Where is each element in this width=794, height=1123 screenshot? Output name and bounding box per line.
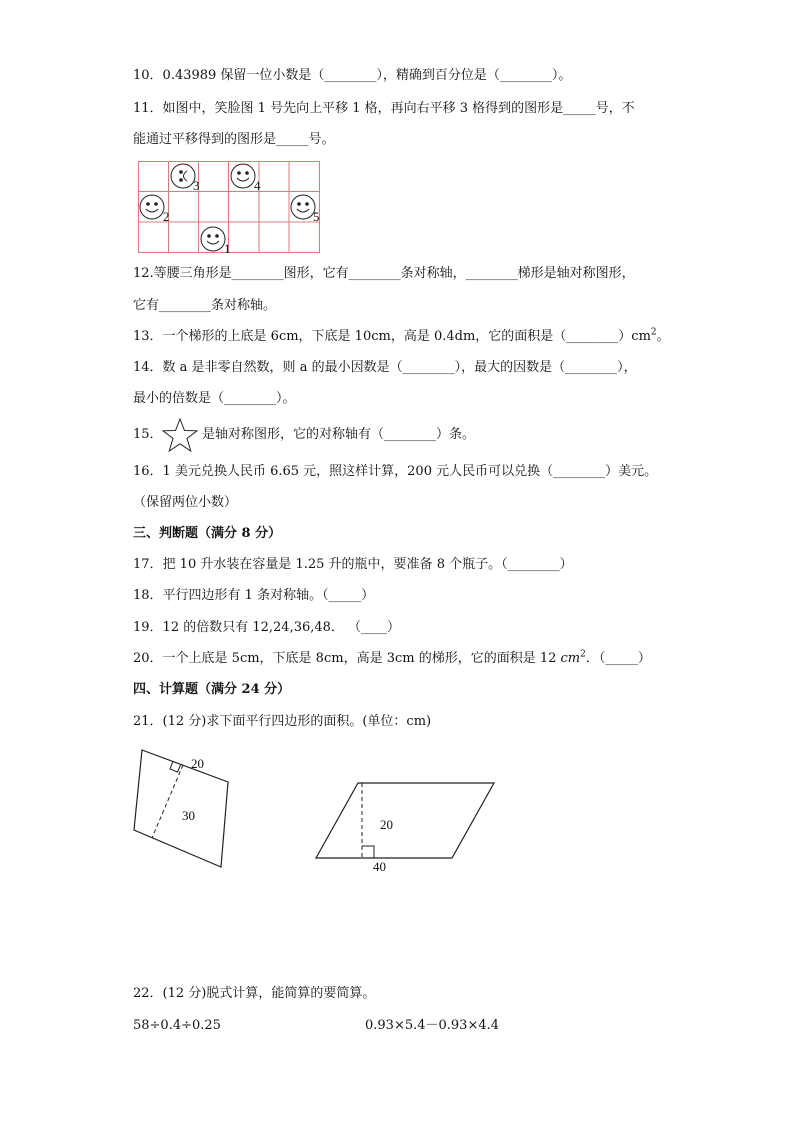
- section-3-title: 三、判断题（满分 8 分）: [133, 526, 282, 541]
- question-19: 19．12 的倍数只有 12,24,36,48． （____）: [133, 620, 401, 635]
- expression-2: 0.93×5.4－0.93×4.4: [365, 1018, 500, 1033]
- parallelogram-1-side-label: 20: [191, 756, 204, 771]
- smiley-label-2: 2: [163, 209, 170, 224]
- question-20-sup: 2: [580, 649, 586, 660]
- parallelogram-figure-2: [310, 778, 500, 878]
- parallelogram-figure-1: [125, 742, 240, 872]
- question-13: [133, 329, 670, 345]
- question-13-text: 13．一个梯形的上底是 6cm，下底是 10cm，高是 0.4dm，它的面积是（________）cm: [133, 329, 651, 344]
- expression-1: 58÷0.4÷0.25: [133, 1018, 221, 1033]
- smiley-5: [291, 195, 315, 219]
- star-icon: [161, 417, 199, 453]
- parallelogram-2-right-angle: [362, 846, 374, 858]
- question-16-line2: （保留两位小数）: [133, 495, 238, 510]
- question-17: 17．把 10 升水装在容量是 1.25 升的瓶中，要准备 8 个瓶子。（________）: [133, 557, 573, 572]
- smiley-2: [140, 195, 164, 219]
- section-4-title: 四、计算题（满分 24 分）: [133, 682, 291, 697]
- question-16-line1: 16．1 美元兑换人民币 6.65 元，照这样计算，200 元人民币可以兑换（________）美元。: [133, 464, 658, 479]
- question-14-line2: 最小的倍数是（________）。: [133, 391, 296, 406]
- question-22: 22．(12 分)脱式计算，能简算的要简算。: [133, 986, 376, 1001]
- smiley-label-3: 3: [193, 178, 200, 193]
- smiley-grid-figure: [138, 161, 323, 256]
- question-12-line2: 它有________条对称轴。: [133, 298, 277, 313]
- smiley-label-1: 1: [224, 241, 231, 256]
- question-10: 10．0.43989 保留一位小数是（________），精确到百分位是（________）。: [133, 68, 572, 83]
- question-11-line2: 能通过平移得到的图形是_____号。: [133, 132, 335, 147]
- parallelogram-1-outline: [134, 750, 228, 867]
- question-20-tail: ．（_____）: [585, 651, 651, 666]
- parallelogram-2-height-label: 20: [380, 817, 393, 832]
- question-20: [133, 651, 651, 667]
- parallelogram-2-outline: [316, 783, 494, 858]
- question-13-tail: 。: [656, 329, 670, 344]
- question-18: 18．平行四边形有 1 条对称轴。（_____）: [133, 588, 375, 603]
- parallelogram-1-height-label: 30: [182, 808, 195, 823]
- smiley-4: [231, 164, 255, 188]
- parallelogram-2-base-label: 40: [373, 859, 386, 874]
- question-12-line1: 12.等腰三角形是________图形，它有________条对称轴，________梯形是轴对称图形，: [133, 266, 635, 281]
- question-21: 21．(12 分)求下面平行四边形的面积。(单位：cm): [133, 714, 432, 729]
- smiley-1: [201, 227, 225, 251]
- smiley-label-4: 4: [254, 178, 261, 193]
- smiley-3: [171, 164, 195, 188]
- question-20-unit: cm: [560, 651, 581, 666]
- parallelogram-1-right-angle: [170, 762, 181, 773]
- smiley-label-5: 5: [313, 209, 320, 224]
- question-20-text: 20．一个上底是 5cm，下底是 8cm，高是 3cm 的梯形，它的面积是 12: [133, 651, 561, 666]
- question-13-sup: 2: [650, 327, 657, 338]
- question-15-text: 是轴对称图形，它的对称轴有（________）条。: [202, 427, 476, 442]
- question-14-line1: 14．数 a 是非零自然数，则 a 的最小因数是（________），最大的因数是（________），: [133, 360, 637, 375]
- parallelogram-1-height-line: [152, 765, 183, 838]
- question-15-prefix: 15．: [133, 427, 163, 442]
- question-11-line1: 11．如图中，笑脸图 1 号先向上平移 1 格，再向右平移 3 格得到的图形是_____号，不: [133, 101, 635, 116]
